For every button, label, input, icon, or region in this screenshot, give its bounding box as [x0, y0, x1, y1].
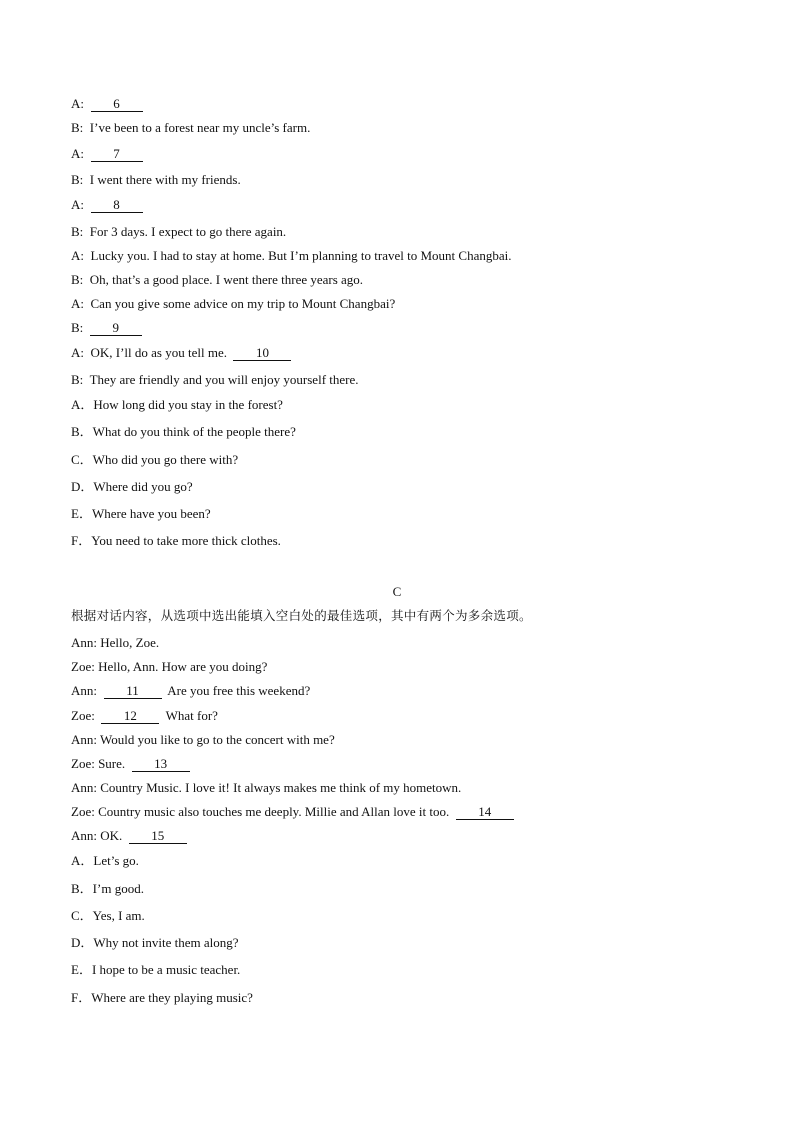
option-item: B．I’m good. [71, 881, 144, 896]
dialogue-line: Zoe: Sure. 13 [71, 756, 190, 772]
dialogue-line: A: 8 [71, 197, 143, 213]
dialogue-line: B: I went there with my friends. [71, 172, 241, 187]
answer-blank[interactable]: 8 [91, 198, 143, 213]
dialogue-line: B: They are friendly and you will enjoy yourself there. [71, 372, 359, 387]
dialogue-line: A: 6 [71, 96, 143, 112]
dialogue-line: Zoe: Hello, Ann. How are you doing? [71, 659, 268, 674]
option-item: C．Yes, I am. [71, 908, 145, 923]
dialogue-line: A: Can you give some advice on my trip to Mount Changbai? [71, 296, 396, 311]
option-item: A．Let’s go. [71, 853, 139, 868]
dialogue-line: Zoe: Country music also touches me deeply. Millie and Allan love it too. 14 [71, 804, 514, 820]
dialogue-line: B: For 3 days. I expect to go there again. [71, 224, 287, 239]
dialogue-line: B: 9 [71, 320, 142, 336]
dialogue-line: Zoe: 12 What for? [71, 708, 218, 723]
dialogue-line: Ann: 11 Are you free this weekend? [71, 683, 311, 698]
dialogue-line: Ann: Would you like to go to the concert with me? [71, 732, 335, 747]
dialogue-line: Ann: OK. 15 [71, 828, 187, 844]
option-item: A．How long did you stay in the forest? [71, 397, 283, 412]
dialogue-line: B: Oh, that’s a good place. I went there three years ago. [71, 272, 364, 287]
section-heading: C [392, 584, 402, 599]
option-item: C．Who did you go there with? [71, 452, 239, 467]
option-item: F．You need to take more thick clothes. [71, 533, 281, 548]
option-item: B．What do you think of the people there? [71, 424, 296, 439]
answer-blank[interactable]: 15 [129, 829, 187, 844]
answer-blank[interactable]: 7 [91, 147, 143, 162]
option-item: D．Where did you go? [71, 479, 193, 494]
answer-blank[interactable]: 6 [91, 97, 143, 112]
answer-blank[interactable]: 13 [132, 757, 190, 772]
answer-blank[interactable]: 11 [104, 684, 162, 699]
dialogue-line: B: I’ve been to a forest near my uncle’s farm. [71, 120, 311, 135]
answer-blank[interactable]: 10 [233, 346, 291, 361]
dialogue-line: A: 7 [71, 146, 143, 162]
option-item: E．Where have you been? [71, 506, 211, 521]
dialogue-line: Ann: Country Music. I love it! It always makes me think of my hometown. [71, 780, 462, 795]
option-item: E．I hope to be a music teacher. [71, 962, 241, 977]
option-item: D．Why not invite them along? [71, 935, 239, 950]
option-item: F．Where are they playing music? [71, 990, 253, 1005]
instruction-text: 根据对话内容，从选项中选出能填入空白处的最佳选项，其中有两个为多余选项。 [71, 608, 532, 623]
answer-blank[interactable]: 12 [101, 709, 159, 724]
dialogue-line: A: Lucky you. I had to stay at home. But I’m planning to travel to Mount Changbai. [71, 248, 512, 263]
answer-blank[interactable]: 9 [90, 321, 142, 336]
dialogue-line: A: OK, I’ll do as you tell me. 10 [71, 345, 291, 361]
answer-blank[interactable]: 14 [456, 805, 514, 820]
dialogue-line: Ann: Hello, Zoe. [71, 635, 160, 650]
